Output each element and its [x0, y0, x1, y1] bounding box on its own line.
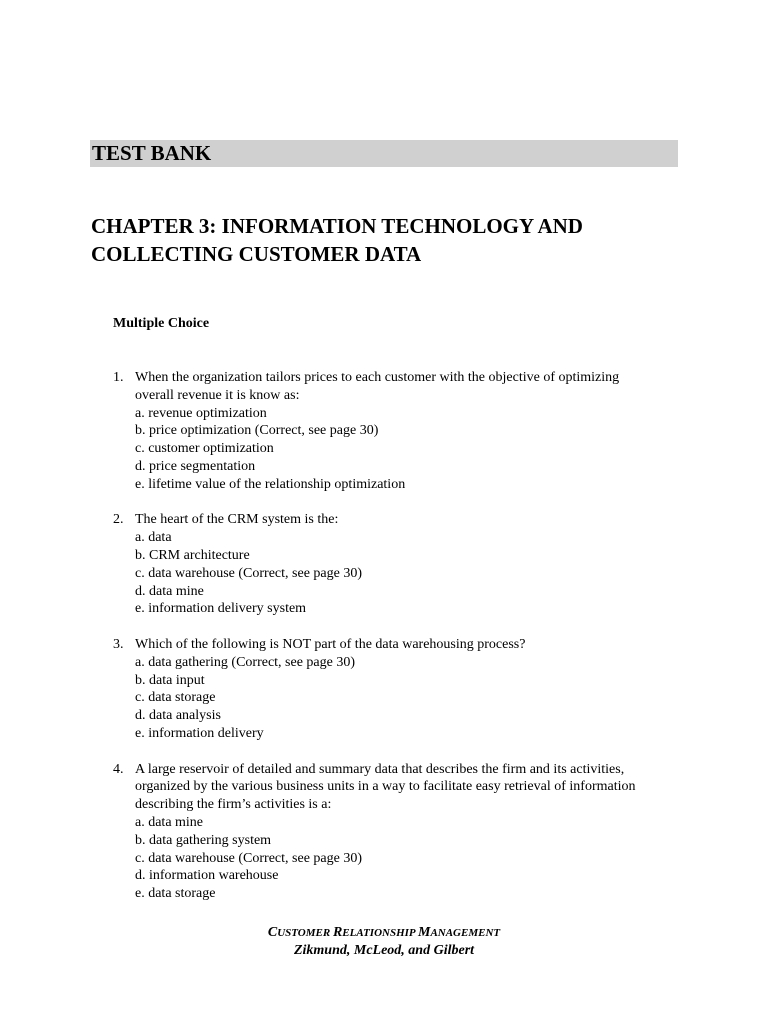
question-stem-line: describing the firm’s activities is a: [135, 797, 332, 813]
answer-option: a. revenue optimization [135, 405, 267, 421]
answer-option: b. price optimization (Correct, see page 30) [135, 423, 379, 439]
answer-option: a. data mine [135, 814, 204, 830]
answer-option: c. data warehouse (Correct, see page 30) [135, 565, 363, 581]
answer-option: d. data analysis [135, 708, 221, 724]
answer-option: c. data storage [135, 690, 216, 706]
answer-option: e. data storage [135, 886, 216, 902]
question-item [113, 761, 693, 903]
footer-title-segment: ANAGEMENT [430, 927, 501, 939]
answer-option: e. lifetime value of the relationship optimization [135, 476, 406, 492]
question-number: 1. [113, 370, 124, 385]
answer-option: d. data mine [135, 583, 204, 599]
footer-title-segment: R [332, 925, 343, 940]
chapter-title [91, 212, 691, 268]
footer-book-title [0, 924, 768, 942]
footer-title-segment: M [417, 925, 431, 940]
footer [0, 924, 768, 960]
chapter-title-line: CHAPTER 3: INFORMATION TECHNOLOGY AND [91, 214, 583, 238]
chapter-title-line: COLLECTING CUSTOMER DATA [91, 242, 422, 266]
question-number: 3. [113, 636, 124, 652]
answer-option: d. price segmentation [135, 458, 256, 474]
question-number: 4. [113, 761, 124, 777]
question-stem-line: When the organization tailors prices to each customer with the objective of optimizing [135, 370, 620, 385]
footer-title-segment: ELATIONSHIP [342, 927, 418, 939]
question-stem-line: The heart of the CRM system is the: [135, 512, 339, 528]
banner-title: TEST BANK [92, 141, 212, 165]
answer-option: e. information delivery [135, 725, 264, 741]
answer-option: c. customer optimization [135, 441, 274, 457]
footer-title-segment: C [267, 925, 278, 940]
question-number: 2. [113, 512, 124, 528]
test-bank-banner [90, 140, 678, 167]
question-item [113, 369, 693, 494]
question-stem-line: overall revenue it is know as: [135, 387, 300, 403]
answer-option: b. data input [135, 672, 205, 688]
answer-option: a. data [135, 530, 172, 546]
question-list [113, 369, 693, 921]
answer-option: b. CRM architecture [135, 547, 250, 563]
question-stem-line: Which of the following is NOT part of the data warehousing process? [135, 636, 526, 652]
question-item [113, 511, 693, 618]
answer-option: b. data gathering system [135, 832, 272, 848]
answer-option: c. data warehouse (Correct, see page 30) [135, 850, 363, 866]
answer-option: d. information warehouse [135, 868, 279, 884]
footer-title-segment: USTOMER [277, 927, 333, 939]
question-stem-line: A large reservoir of detailed and summary data that describes the firm and its activities, [135, 761, 625, 777]
section-heading: Multiple Choice [113, 316, 210, 331]
answer-option: e. information delivery system [135, 601, 307, 617]
question-stem-line: organized by the various business units in a way to facilitate easy retrieval of information [135, 779, 636, 795]
footer-authors: Zikmund, McLeod, and Gilbert [293, 943, 475, 958]
answer-option: a. data gathering (Correct, see page 30) [135, 654, 356, 670]
question-item [113, 636, 693, 743]
